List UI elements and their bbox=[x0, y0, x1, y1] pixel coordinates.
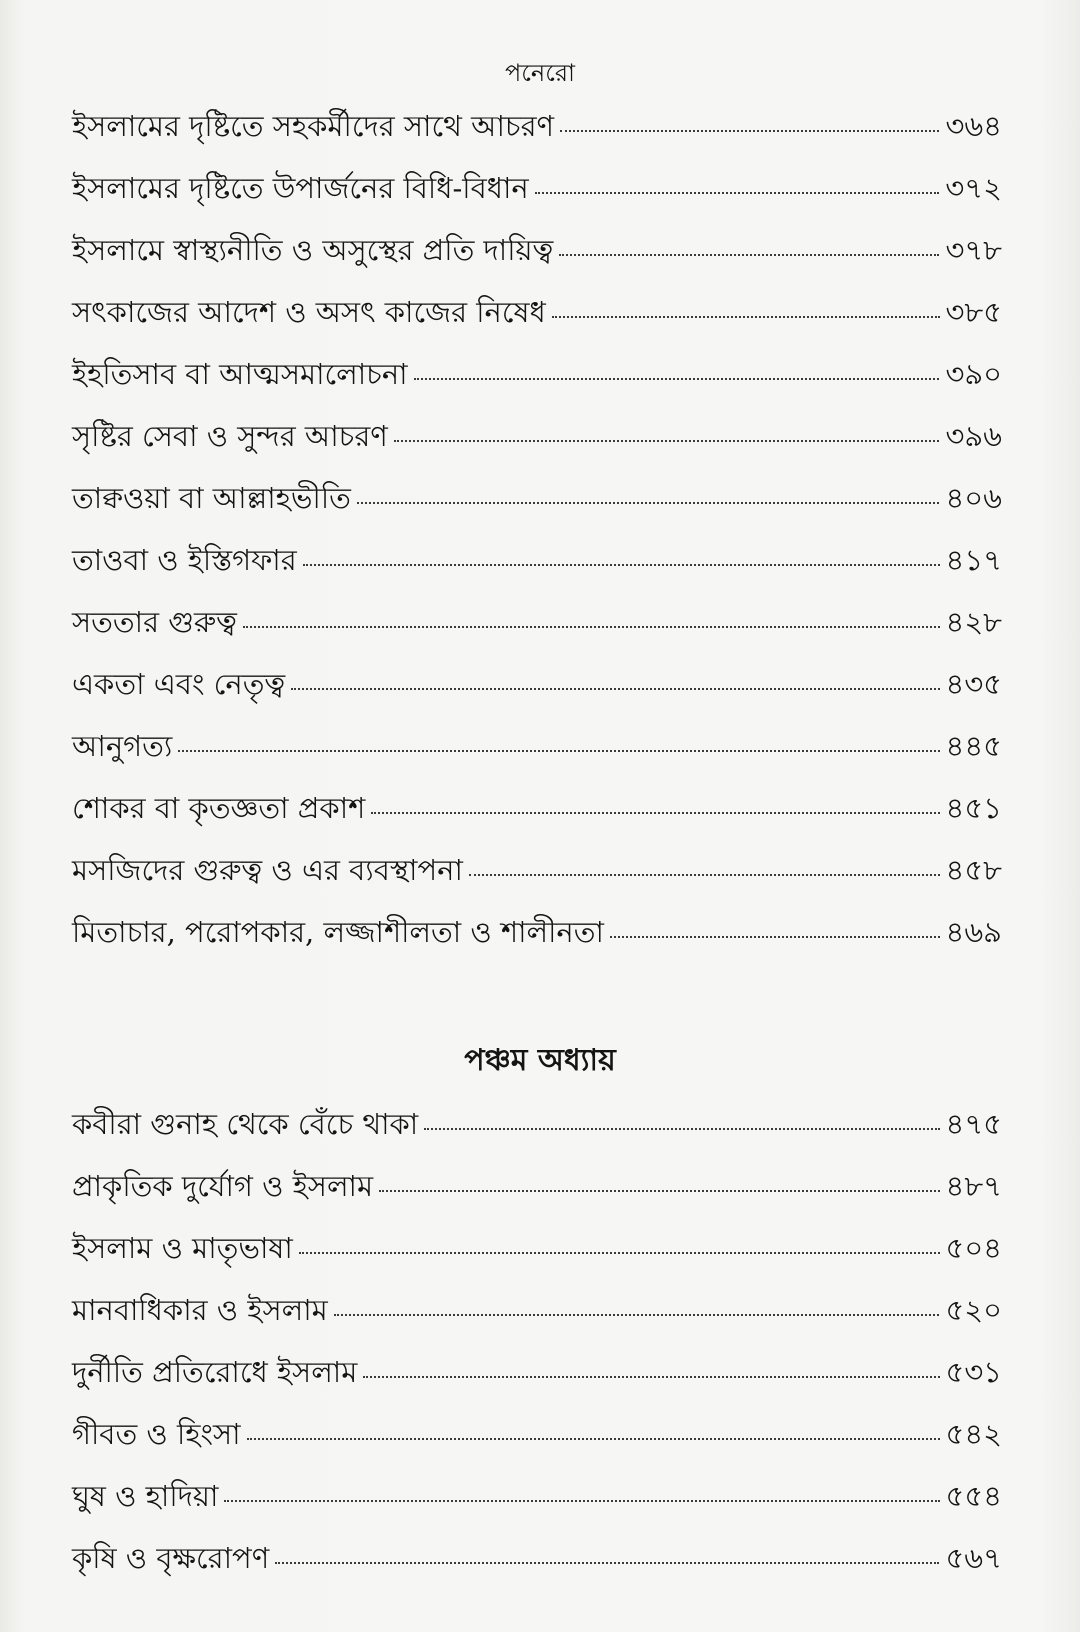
dot-leader bbox=[610, 936, 940, 938]
toc-entry-page: ৪৬৯ bbox=[945, 915, 1002, 949]
toc-entry bbox=[72, 662, 1002, 724]
toc-entry-title: সৎকাজের আদেশ ও অসৎ কাজের নিষেধ bbox=[72, 295, 546, 329]
toc-entry-title: আনুগত্য bbox=[72, 729, 173, 763]
toc-entry-title: ঘুষ ও হাদিয়া bbox=[72, 1479, 219, 1513]
toc-entry-title: ইসলামের দৃষ্টিতে উপার্জনের বিধি-বিধান bbox=[72, 171, 529, 205]
toc-entry bbox=[72, 910, 1002, 972]
toc-entry bbox=[72, 414, 1002, 476]
dot-leader bbox=[334, 1314, 940, 1316]
toc-entry-page: ৪৪৫ bbox=[945, 729, 1002, 763]
toc-section-1 bbox=[72, 104, 1002, 972]
dot-leader bbox=[178, 750, 939, 752]
toc-entry bbox=[72, 1102, 1002, 1164]
toc-entry-page: ৩৯০ bbox=[945, 357, 1002, 391]
toc-entry bbox=[72, 1412, 1002, 1474]
toc-entry-title: গীবত ও হিংসা bbox=[72, 1417, 241, 1451]
toc-entry-page: ৫০৪ bbox=[945, 1231, 1002, 1265]
toc-entry-page: ৩৮৫ bbox=[945, 295, 1002, 329]
dot-leader bbox=[552, 316, 940, 318]
toc-entry-page: ৫৬৭ bbox=[945, 1541, 1002, 1575]
chapter-heading: পঞ্চম অধ্যায় bbox=[464, 1043, 616, 1078]
toc-entry-page: ৩৭৮ bbox=[945, 233, 1002, 267]
toc-entry-title: ইহতিসাব বা আত্মসমালোচনা bbox=[72, 357, 408, 391]
toc-entry bbox=[72, 352, 1002, 414]
toc-entry-title: মানবাধিকার ও ইসলাম bbox=[72, 1293, 328, 1327]
toc-entry bbox=[72, 1226, 1002, 1288]
toc-entry-page: ৪৮৭ bbox=[945, 1169, 1002, 1203]
page-number: পনেরো bbox=[504, 59, 576, 87]
dot-leader bbox=[291, 688, 939, 690]
toc-entry-page: ৩৯৬ bbox=[945, 419, 1002, 453]
toc-entry-page: ৪৩৫ bbox=[945, 667, 1002, 701]
toc-entry-page: ৩৭২ bbox=[945, 171, 1002, 205]
dot-leader bbox=[363, 1376, 939, 1378]
dot-leader bbox=[559, 254, 939, 256]
toc-entry bbox=[72, 476, 1002, 538]
toc-entry bbox=[72, 1164, 1002, 1226]
toc-entry-page: ৫২০ bbox=[945, 1293, 1002, 1327]
dot-leader bbox=[275, 1562, 939, 1564]
toc-entry-title: ইসলাম ও মাতৃভাষা bbox=[72, 1231, 293, 1265]
toc-entry bbox=[72, 724, 1002, 786]
toc-entry bbox=[72, 228, 1002, 290]
toc-entry-title: প্রাকৃতিক দুর্যোগ ও ইসলাম bbox=[72, 1169, 374, 1203]
toc-entry bbox=[72, 104, 1002, 166]
dot-leader bbox=[379, 1190, 939, 1192]
toc-entry-page: ৪৭৫ bbox=[945, 1107, 1002, 1141]
toc-entry bbox=[72, 786, 1002, 848]
toc-entry-page: ৫৪২ bbox=[945, 1417, 1002, 1451]
toc-entry-title: তাক্বওয়া বা আল্লাহভীতি bbox=[72, 481, 351, 515]
toc-entry-title: তাওবা ও ইস্তিগফার bbox=[72, 543, 297, 577]
dot-leader bbox=[224, 1500, 939, 1502]
toc-entry bbox=[72, 1474, 1002, 1536]
toc-entry-page: ৪২৮ bbox=[945, 605, 1002, 639]
toc-entry-title: শোকর বা কৃতজ্ঞতা প্রকাশ bbox=[72, 791, 366, 825]
toc-entry-page: ৩৬৪ bbox=[945, 109, 1002, 143]
toc-entry-title: কৃষি ও বৃক্ষরোপণ bbox=[72, 1541, 270, 1575]
toc-entry-page: ৪৫৮ bbox=[945, 853, 1002, 887]
toc-entry-title: দুর্নীতি প্রতিরোধে ইসলাম bbox=[72, 1355, 358, 1389]
toc-entry-page: ৪০৬ bbox=[945, 481, 1002, 515]
dot-leader bbox=[243, 626, 940, 628]
toc-entry-page: ৪১৭ bbox=[945, 543, 1002, 577]
dot-leader bbox=[535, 192, 940, 194]
toc-entry-page: ৫৫৪ bbox=[945, 1479, 1002, 1513]
toc-entry bbox=[72, 848, 1002, 910]
toc-entry-title: মিতাচার, পরোপকার, লজ্জাশীলতা ও শালীনতা bbox=[72, 915, 604, 949]
toc-entry-title: ইসলামের দৃষ্টিতে সহকর্মীদের সাথে আচরণ bbox=[72, 109, 555, 143]
toc-section-2 bbox=[72, 1102, 1002, 1598]
toc-entry bbox=[72, 166, 1002, 228]
toc-entry-title: একতা এবং নেতৃত্ব bbox=[72, 667, 286, 701]
toc-entry-title: সৃষ্টির সেবা ও সুন্দর আচরণ bbox=[72, 419, 388, 453]
toc-entry-title: কবীরা গুনাহ থেকে বেঁচে থাকা bbox=[72, 1107, 419, 1141]
dot-leader bbox=[560, 130, 939, 132]
toc-entry bbox=[72, 1536, 1002, 1598]
toc-entry bbox=[72, 1288, 1002, 1350]
dot-leader bbox=[371, 812, 939, 814]
dot-leader bbox=[247, 1438, 940, 1440]
toc-entry-page: ৪৫১ bbox=[945, 791, 1002, 825]
toc-entry bbox=[72, 1350, 1002, 1412]
dot-leader bbox=[299, 1252, 940, 1254]
dot-leader bbox=[303, 564, 940, 566]
dot-leader bbox=[414, 378, 940, 380]
toc-entry bbox=[72, 600, 1002, 662]
toc-entry bbox=[72, 290, 1002, 352]
toc-entry-title: মসজিদের গুরুত্ব ও এর ব্যবস্থাপনা bbox=[72, 853, 463, 887]
toc-entry-page: ৫৩১ bbox=[945, 1355, 1002, 1389]
dot-leader bbox=[424, 1128, 939, 1130]
dot-leader bbox=[469, 874, 940, 876]
toc-entry bbox=[72, 538, 1002, 600]
dot-leader bbox=[394, 440, 940, 442]
dot-leader bbox=[357, 502, 940, 504]
toc-entry-title: সততার গুরুত্ব bbox=[72, 605, 237, 639]
toc-entry-title: ইসলামে স্বাস্থ্যনীতি ও অসুস্থের প্রতি দায়িত্ব bbox=[72, 233, 554, 267]
